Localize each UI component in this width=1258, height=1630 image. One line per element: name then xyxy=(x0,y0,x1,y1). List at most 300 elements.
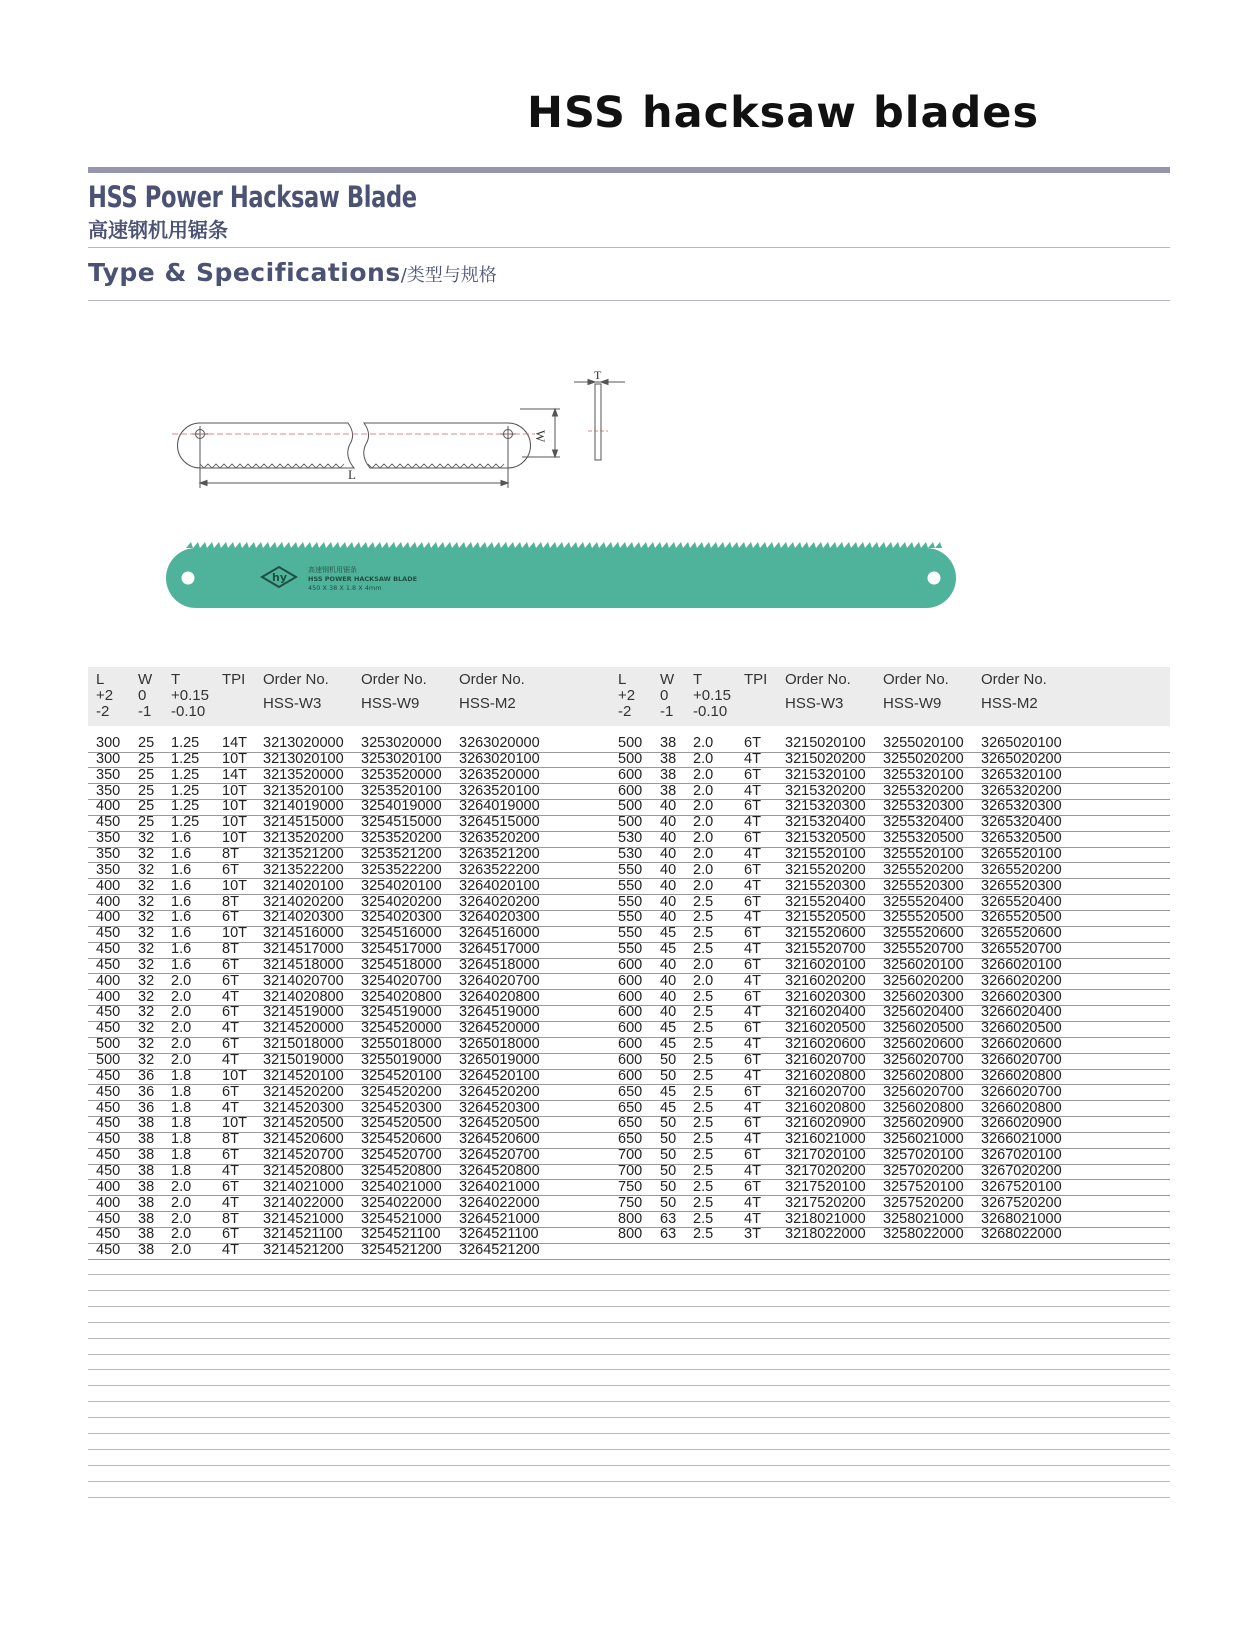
table-cell: 1.8 xyxy=(171,1115,192,1132)
header-t-right: +0.15 xyxy=(693,687,731,704)
table-cell: 530 xyxy=(618,830,643,847)
table-cell: 700 xyxy=(618,1147,643,1164)
length-label: L xyxy=(348,467,356,482)
table-cell: 550 xyxy=(618,893,643,910)
table-cell: 10T xyxy=(222,814,247,831)
table-cell: 3264020300 xyxy=(459,909,540,926)
table-cell: 2.5 xyxy=(693,1194,714,1211)
table-cell: 3213020000 xyxy=(263,735,344,751)
table-cell: 3216020600 xyxy=(785,1036,866,1053)
table-cell: 3264021000 xyxy=(459,1178,540,1195)
table-cell: 450 xyxy=(96,956,121,973)
table-cell: 3216020400 xyxy=(785,1004,866,1021)
table-cell: 550 xyxy=(618,941,643,958)
table-cell: 3264019000 xyxy=(459,798,540,815)
header-grade-right: HSS-M2 xyxy=(981,695,1038,712)
table-cell: 3264020700 xyxy=(459,972,540,989)
table-cell: 38 xyxy=(660,782,677,799)
table-cell: 3255520500 xyxy=(883,909,964,926)
table-cell: 3256020300 xyxy=(883,988,964,1005)
table-cell: 400 xyxy=(96,909,121,926)
table-cell: 45 xyxy=(660,925,677,942)
table-cell: 2.5 xyxy=(693,1067,714,1084)
table-cell: 32 xyxy=(138,956,155,973)
table-cell: 3264521000 xyxy=(459,1210,540,1227)
table-cell: 6T xyxy=(222,1178,239,1195)
table-cell: 350 xyxy=(96,782,121,799)
table-cell: 6T xyxy=(744,1052,761,1068)
table-cell: 3214521100 xyxy=(263,1226,343,1243)
table-cell: 3256020500 xyxy=(883,1020,964,1037)
table-cell: 450 xyxy=(96,1067,121,1084)
table-cell: 40 xyxy=(660,972,677,989)
table-cell: 4T xyxy=(744,1036,761,1053)
width-label: W xyxy=(533,430,548,443)
table-cell: 6T xyxy=(222,1083,239,1100)
table-cell: 1.6 xyxy=(171,830,192,847)
table-cell: 32 xyxy=(138,830,155,847)
table-cell: 3264521100 xyxy=(459,1226,539,1243)
table-cell: 3T xyxy=(744,1226,761,1243)
table-cell: 2.0 xyxy=(693,750,714,767)
table-cell: 3254520500 xyxy=(361,1115,442,1132)
table-cell: 6T xyxy=(222,1226,239,1243)
table-cell: 2.0 xyxy=(693,861,714,878)
table-cell: 450 xyxy=(96,941,121,958)
table-cell: 8T xyxy=(222,845,239,862)
table-cell: 3215520500 xyxy=(785,909,866,926)
table-cell: 3253520100 xyxy=(361,782,442,799)
table-cell: 450 xyxy=(96,1004,121,1021)
table-cell: 40 xyxy=(660,909,677,926)
table-cell: 3266020700 xyxy=(981,1052,1062,1068)
table-cell: 3216020100 xyxy=(785,956,866,973)
header-grade-left: HSS-M2 xyxy=(459,695,516,712)
table-cell: 3256020400 xyxy=(883,1004,964,1021)
table-cell: 1.8 xyxy=(171,1131,192,1148)
table-cell: 3215520700 xyxy=(785,941,866,958)
table-cell: 4T xyxy=(744,972,761,989)
table-cell: 4T xyxy=(744,1067,761,1084)
table-cell: 3255020200 xyxy=(883,750,964,767)
table-cell: 6T xyxy=(744,1020,761,1037)
table-cell: 3215320200 xyxy=(785,782,866,799)
thickness-label: T xyxy=(594,368,602,382)
table-cell: 3217020200 xyxy=(785,1162,866,1179)
table-cell: 2.0 xyxy=(693,814,714,831)
table-cell: 3265320400 xyxy=(981,814,1062,831)
table-cell: 600 xyxy=(618,782,643,799)
table-cell: 3266020900 xyxy=(981,1115,1062,1132)
table-cell: 38 xyxy=(138,1210,155,1227)
table-cell: 3255520600 xyxy=(883,925,964,942)
table-cell: 3253020000 xyxy=(361,735,442,751)
table-cell: 3267020100 xyxy=(981,1147,1062,1164)
table-cell: 3263520200 xyxy=(459,830,540,847)
table-cell: 3264518000 xyxy=(459,956,540,973)
table-cell: 400 xyxy=(96,988,121,1005)
table-cell: 3256020800 xyxy=(883,1067,964,1084)
table-cell: 40 xyxy=(660,956,677,973)
table-cell: 3214521000 xyxy=(263,1210,344,1227)
table-cell: 600 xyxy=(618,1020,643,1037)
table-cell: 2.5 xyxy=(693,925,714,942)
table-cell: 3254520100 xyxy=(361,1067,442,1084)
blank-rule xyxy=(88,1465,1170,1466)
table-cell: 350 xyxy=(96,830,121,847)
table-cell: 2.0 xyxy=(171,1226,192,1243)
table-cell: 38 xyxy=(138,1226,155,1243)
header-t-right: -0.10 xyxy=(693,703,728,720)
table-cell: 3264515000 xyxy=(459,814,540,831)
table-cell: 50 xyxy=(660,1067,677,1084)
blank-rule xyxy=(88,1338,1170,1339)
table-cell: 2.0 xyxy=(171,1036,192,1053)
table-cell: 3263520100 xyxy=(459,782,540,799)
table-cell: 3214020300 xyxy=(263,909,344,926)
table-cell: 3214517000 xyxy=(263,941,344,958)
table-cell: 2.5 xyxy=(693,941,714,958)
header-w-right: W xyxy=(660,671,675,688)
table-cell: 3263521200 xyxy=(459,845,540,862)
table-cell: 3214020800 xyxy=(263,988,344,1005)
table-cell: 4T xyxy=(744,1099,761,1116)
table-cell: 50 xyxy=(660,1052,677,1068)
table-cell: 10T xyxy=(222,750,247,767)
table-cell: 3254020200 xyxy=(361,893,442,910)
section-rule xyxy=(88,247,1170,248)
table-cell: 3255520300 xyxy=(883,877,964,894)
blank-rule xyxy=(88,1322,1170,1323)
table-cell: 3266020200 xyxy=(981,972,1062,989)
table-cell: 36 xyxy=(138,1067,155,1084)
table-cell: 650 xyxy=(618,1099,643,1116)
table-cell: 3215320300 xyxy=(785,798,866,815)
table-cell: 38 xyxy=(138,1242,155,1259)
table-cell: 3266020600 xyxy=(981,1036,1062,1053)
table-cell: 3214520200 xyxy=(263,1083,344,1100)
title-rule xyxy=(88,167,1170,173)
table-cell: 10T xyxy=(222,830,247,847)
table-cell: 1.6 xyxy=(171,941,192,958)
header-order-no-left: Order No. xyxy=(263,671,329,688)
table-cell: 38 xyxy=(138,1194,155,1211)
table-cell: 530 xyxy=(618,845,643,862)
header-grade-left: HSS-W3 xyxy=(263,695,322,712)
table-cell: 650 xyxy=(618,1115,643,1132)
table-cell: 3213520100 xyxy=(263,782,344,799)
table-cell: 3256020100 xyxy=(883,956,964,973)
table-cell: 38 xyxy=(138,1178,155,1195)
table-cell: 3214520600 xyxy=(263,1131,344,1148)
table-cell: 3265520300 xyxy=(981,877,1062,894)
table-cell: 3214020700 xyxy=(263,972,344,989)
table-cell: 3215320500 xyxy=(785,830,866,847)
table-cell: 350 xyxy=(96,861,121,878)
table-cell: 3265320300 xyxy=(981,798,1062,815)
table-cell: 450 xyxy=(96,1115,121,1132)
table-cell: 450 xyxy=(96,1099,121,1116)
table-cell: 3254020100 xyxy=(361,877,442,894)
table-cell: 3264020800 xyxy=(459,988,540,1005)
header-w-left: 0 xyxy=(138,687,147,704)
table-cell: 25 xyxy=(138,750,155,767)
header-l-right: -2 xyxy=(618,703,632,720)
header-t-left: -0.10 xyxy=(171,703,206,720)
table-cell: 3256020700 xyxy=(883,1052,964,1068)
table-cell: 2.0 xyxy=(171,1052,192,1068)
page-title: HSS hacksaw blades xyxy=(527,88,1040,138)
header-tpi-right: TPI xyxy=(744,671,768,688)
table-cell: 600 xyxy=(618,972,643,989)
table-cell: 40 xyxy=(660,814,677,831)
table-cell: 38 xyxy=(138,1162,155,1179)
table-cell: 600 xyxy=(618,988,643,1005)
table-cell: 32 xyxy=(138,988,155,1005)
table-cell: 6T xyxy=(222,1004,239,1021)
table-cell: 3254517000 xyxy=(361,941,442,958)
blade-product-image xyxy=(166,530,956,608)
header-order-no-left: Order No. xyxy=(459,671,525,688)
table-cell: 6T xyxy=(744,735,761,751)
table-cell: 2.5 xyxy=(693,1162,714,1179)
table-cell: 3264516000 xyxy=(459,925,540,942)
table-cell: 6T xyxy=(744,766,761,783)
table-cell: 4T xyxy=(744,1194,761,1211)
table-cell: 3214520800 xyxy=(263,1162,344,1179)
table-cell: 3214022000 xyxy=(263,1194,344,1211)
table-cell: 8T xyxy=(222,893,239,910)
table-cell: 2.0 xyxy=(693,766,714,783)
table-cell: 3265520100 xyxy=(981,845,1062,862)
table-cell: 6T xyxy=(222,861,239,878)
table-cell: 3254521100 xyxy=(361,1226,441,1243)
table-cell: 450 xyxy=(96,1242,121,1259)
table-cell: 3264020200 xyxy=(459,893,540,910)
table-cell: 3264520600 xyxy=(459,1131,540,1148)
table-cell: 3216020700 xyxy=(785,1052,866,1068)
table-cell: 1.6 xyxy=(171,956,192,973)
table-cell: 38 xyxy=(138,1131,155,1148)
table-cell: 3214516000 xyxy=(263,925,344,942)
table-cell: 2.5 xyxy=(693,893,714,910)
table-cell: 2.0 xyxy=(171,1242,192,1259)
table-cell: 3216020300 xyxy=(785,988,866,1005)
table-cell: 3268021000 xyxy=(981,1210,1062,1227)
table-cell: 3218021000 xyxy=(785,1210,866,1227)
table-cell: 1.25 xyxy=(171,766,200,783)
table-cell: 3214521200 xyxy=(263,1242,344,1259)
blank-rule xyxy=(88,1369,1170,1370)
table-cell: 10T xyxy=(222,877,247,894)
table-cell: 500 xyxy=(618,814,643,831)
table-cell: 3215520600 xyxy=(785,925,866,942)
table-cell: 3264517000 xyxy=(459,941,540,958)
table-cell: 3214520500 xyxy=(263,1115,344,1132)
table-cell: 32 xyxy=(138,925,155,942)
blank-rule xyxy=(88,1497,1170,1498)
table-cell: 3265520500 xyxy=(981,909,1062,926)
blade-dimension-diagram xyxy=(170,368,650,511)
table-cell: 2.0 xyxy=(693,956,714,973)
table-cell: 3265520400 xyxy=(981,893,1062,910)
table-cell: 3254521200 xyxy=(361,1242,442,1259)
table-cell: 3215520200 xyxy=(785,861,866,878)
table-cell: 3257020200 xyxy=(883,1162,964,1179)
table-cell: 3215520400 xyxy=(785,893,866,910)
table-cell: 1.6 xyxy=(171,893,192,910)
blank-rule xyxy=(88,1417,1170,1418)
table-cell: 1.8 xyxy=(171,1147,192,1164)
spec-heading-en: Type & Specifications xyxy=(88,258,401,287)
table-cell: 40 xyxy=(660,830,677,847)
table-cell: 4T xyxy=(222,1020,239,1037)
table-cell: 3255019000 xyxy=(361,1052,442,1068)
header-t-right: T xyxy=(693,671,703,688)
table-cell: 1.25 xyxy=(171,814,200,831)
blank-rule xyxy=(88,1481,1170,1482)
table-cell: 4T xyxy=(744,750,761,767)
table-cell: 3265320200 xyxy=(981,782,1062,799)
table-cell: 600 xyxy=(618,1036,643,1053)
table-cell: 3254519000 xyxy=(361,1004,442,1021)
table-cell: 2.5 xyxy=(693,1115,714,1132)
table-cell: 3255520400 xyxy=(883,893,964,910)
table-cell: 400 xyxy=(96,877,121,894)
header-w-left: W xyxy=(138,671,153,688)
table-cell: 40 xyxy=(660,988,677,1005)
table-cell: 4T xyxy=(222,1162,239,1179)
table-cell: 40 xyxy=(660,861,677,878)
table-cell: 700 xyxy=(618,1162,643,1179)
header-l-left: +2 xyxy=(96,687,114,704)
table-cell: 3266021000 xyxy=(981,1131,1062,1148)
table-cell: 50 xyxy=(660,1131,677,1148)
table-cell: 3254521000 xyxy=(361,1210,442,1227)
table-cell: 50 xyxy=(660,1147,677,1164)
table-cell: 3256020600 xyxy=(883,1036,964,1053)
table-cell: 500 xyxy=(618,735,643,751)
table-cell: 450 xyxy=(96,1147,121,1164)
table-cell: 2.5 xyxy=(693,1099,714,1116)
blank-rule xyxy=(88,1354,1170,1355)
table-cell: 6T xyxy=(744,830,761,847)
table-cell: 2.0 xyxy=(693,782,714,799)
table-cell: 3213522200 xyxy=(263,861,344,878)
table-cell: 4T xyxy=(222,988,239,1005)
table-cell: 1.8 xyxy=(171,1162,192,1179)
table-cell: 3214021000 xyxy=(263,1178,344,1195)
table-cell: 1.25 xyxy=(171,750,200,767)
table-cell: 3258021000 xyxy=(883,1210,964,1227)
table-cell: 3265520700 xyxy=(981,941,1062,958)
table-cell: 500 xyxy=(96,1036,121,1053)
table-cell: 3215019000 xyxy=(263,1052,344,1068)
table-cell: 3264520100 xyxy=(459,1067,540,1084)
table-cell: 3257020100 xyxy=(883,1147,964,1164)
table-cell: 3257520200 xyxy=(883,1194,964,1211)
table-cell: 50 xyxy=(660,1178,677,1195)
table-cell: 3265320100 xyxy=(981,766,1062,783)
table-cell: 4T xyxy=(744,814,761,831)
table-cell: 3254020800 xyxy=(361,988,442,1005)
table-cell: 45 xyxy=(660,941,677,958)
table-cell: 3263020000 xyxy=(459,735,540,751)
table-cell: 3215520300 xyxy=(785,877,866,894)
table-cell: 3265520600 xyxy=(981,925,1062,942)
table-cell: 550 xyxy=(618,877,643,894)
table-cell: 3256021000 xyxy=(883,1131,964,1148)
table-cell: 1.6 xyxy=(171,925,192,942)
table-cell: 10T xyxy=(222,1115,247,1132)
header-tpi-left: TPI xyxy=(222,671,246,688)
table-cell: 25 xyxy=(138,782,155,799)
table-cell: 3264520200 xyxy=(459,1083,540,1100)
table-cell: 2.0 xyxy=(693,735,714,751)
table-cell: 2.5 xyxy=(693,1004,714,1021)
table-cell: 800 xyxy=(618,1226,643,1243)
table-cell: 600 xyxy=(618,956,643,973)
table-cell: 450 xyxy=(96,925,121,942)
table-cell: 10T xyxy=(222,925,247,942)
table-cell: 450 xyxy=(96,814,121,831)
table-cell: 6T xyxy=(744,1083,761,1100)
header-w-left: -1 xyxy=(138,703,152,720)
header-l-left: L xyxy=(96,671,105,688)
table-cell: 3216020700 xyxy=(785,1083,866,1100)
table-cell: 3255320400 xyxy=(883,814,964,831)
table-cell: 3254515000 xyxy=(361,814,442,831)
table-cell: 3254020700 xyxy=(361,972,442,989)
table-cell: 6T xyxy=(744,861,761,878)
table-cell: 500 xyxy=(618,798,643,815)
table-cell: 40 xyxy=(660,877,677,894)
table-cell: 38 xyxy=(660,735,677,751)
table-cell: 3253522200 xyxy=(361,861,442,878)
table-cell: 6T xyxy=(222,909,239,926)
table-cell: 3255320200 xyxy=(883,782,964,799)
table-cell: 3267520200 xyxy=(981,1194,1062,1211)
table-cell: 3256020800 xyxy=(883,1099,964,1116)
blank-rule xyxy=(88,1290,1170,1291)
section-title: HSS Power Hacksaw Blade xyxy=(88,180,417,214)
table-cell: 3265020200 xyxy=(981,750,1062,767)
table-cell: 3216020900 xyxy=(785,1115,866,1132)
table-cell: 2.0 xyxy=(171,972,192,989)
table-cell: 3215520100 xyxy=(785,845,866,862)
table-cell: 1.6 xyxy=(171,861,192,878)
table-cell: 500 xyxy=(96,1052,121,1068)
table-cell: 38 xyxy=(138,1147,155,1164)
table-cell: 10T xyxy=(222,798,247,815)
table-cell: 6T xyxy=(744,1178,761,1195)
table-cell: 2.5 xyxy=(693,909,714,926)
table-cell: 3254022000 xyxy=(361,1194,442,1211)
spec-heading xyxy=(88,258,497,287)
table-cell: 2.5 xyxy=(693,1036,714,1053)
table-cell: 8T xyxy=(222,1210,239,1227)
table-cell: 3217020100 xyxy=(785,1147,866,1164)
header-order-no-left: Order No. xyxy=(361,671,427,688)
table-cell: 300 xyxy=(96,735,121,751)
table-cell: 1.8 xyxy=(171,1083,192,1100)
table-cell: 500 xyxy=(618,750,643,767)
table-cell: 3255520200 xyxy=(883,861,964,878)
table-cell: 3265020100 xyxy=(981,735,1062,751)
table-cell: 400 xyxy=(96,893,121,910)
table-cell: 32 xyxy=(138,1036,155,1053)
table-cell: 3268022000 xyxy=(981,1226,1062,1243)
